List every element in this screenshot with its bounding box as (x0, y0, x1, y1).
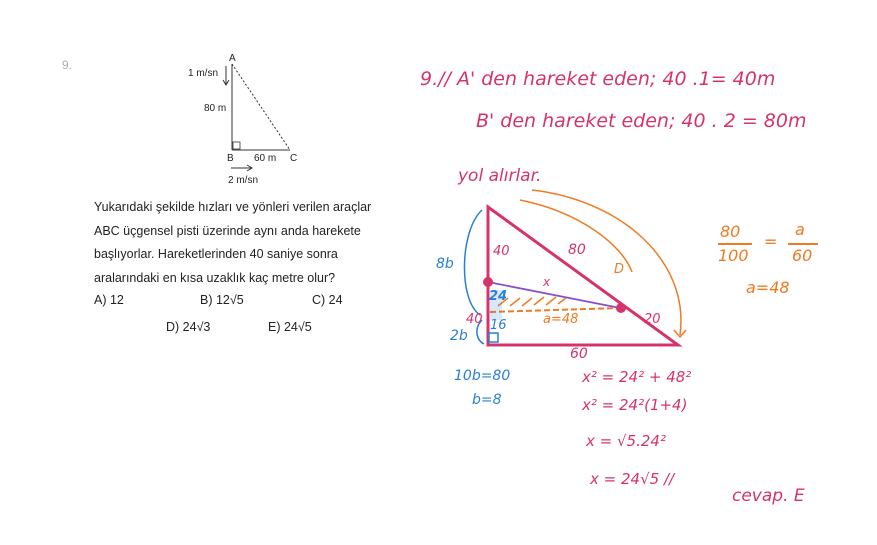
question-text: Yukarıdaki şekilde hızları ve yönleri verilen araçlar ABC üçgensel pisti üzerinde aynı anda harekete başlıyorlar. Hareketlerinden 40 saniye sonra aralarındaki en kısa uzaklık kaç metre olur? (94, 200, 372, 285)
calc-b2: b=8 (472, 392, 502, 408)
diagram-a48: a=48 (543, 312, 579, 327)
diagram-2b: 2b (450, 328, 468, 344)
diagram-16: 16 (490, 318, 507, 333)
option-d[interactable]: D) 24√3 (166, 320, 211, 334)
prop-bar1 (718, 243, 752, 245)
prop-result: a=48 (746, 278, 790, 297)
calc-x4: x = 24√5 // (590, 470, 675, 488)
solution-line-1: 9.// A' den hareket eden; 40 .1= 40m (420, 68, 776, 90)
diagram-24: 24 (489, 289, 508, 304)
diagram-80: 80 (568, 242, 586, 258)
hatching (498, 297, 566, 306)
distance-x-line (488, 282, 620, 308)
prop-bar2 (788, 243, 818, 245)
calc-x2: x² = 24²(1+4) (582, 396, 688, 414)
option-a[interactable]: A) 12 (94, 293, 124, 307)
prop-num1: 80 (720, 222, 741, 241)
side-ab-label: 80 m (204, 103, 227, 114)
option-e[interactable]: E) 24√5 (268, 320, 312, 334)
diagram-8b: 8b (436, 256, 454, 272)
bracket-8b (464, 210, 482, 315)
option-b[interactable]: B) 12√5 (200, 293, 244, 307)
calc-x1: x² = 24² + 48² (582, 368, 692, 386)
prop-den1: 100 (718, 246, 749, 265)
point-a-position (483, 277, 493, 287)
point-b-position (616, 303, 626, 313)
vertex-b: B (227, 153, 234, 164)
speed-b-label: 2 m/sn (228, 175, 259, 186)
solution-line-3: yol alırlar. (458, 166, 542, 186)
vertex-c: C (290, 153, 298, 164)
diagram-x: x (543, 275, 551, 289)
answer-label: cevap. E (732, 486, 805, 506)
prop-num2: a (795, 220, 805, 239)
question-number: 9. (62, 58, 73, 72)
calc-b1: 10b=80 (454, 368, 511, 384)
diagram-60: 60 (570, 346, 588, 362)
diagram-left-top: 40 (493, 244, 510, 259)
vertex-a: A (229, 53, 236, 64)
side-bc-label: 60 m (254, 153, 277, 164)
diagram-40-lower: 40 (466, 312, 483, 327)
prop-den2: 60 (792, 246, 813, 265)
calc-x3: x = √5.24² (586, 432, 666, 450)
right-angle-mark-blue (489, 333, 498, 342)
solution-line-2: B' den hareket eden; 40 . 2 = 80m (476, 110, 807, 132)
speed-a-label: 1 m/sn (188, 68, 219, 79)
diagram-d: D (614, 262, 625, 277)
option-c[interactable]: C) 24 (312, 293, 343, 307)
prop-eq: = (764, 232, 778, 251)
diagram-20: 20 (644, 312, 661, 327)
